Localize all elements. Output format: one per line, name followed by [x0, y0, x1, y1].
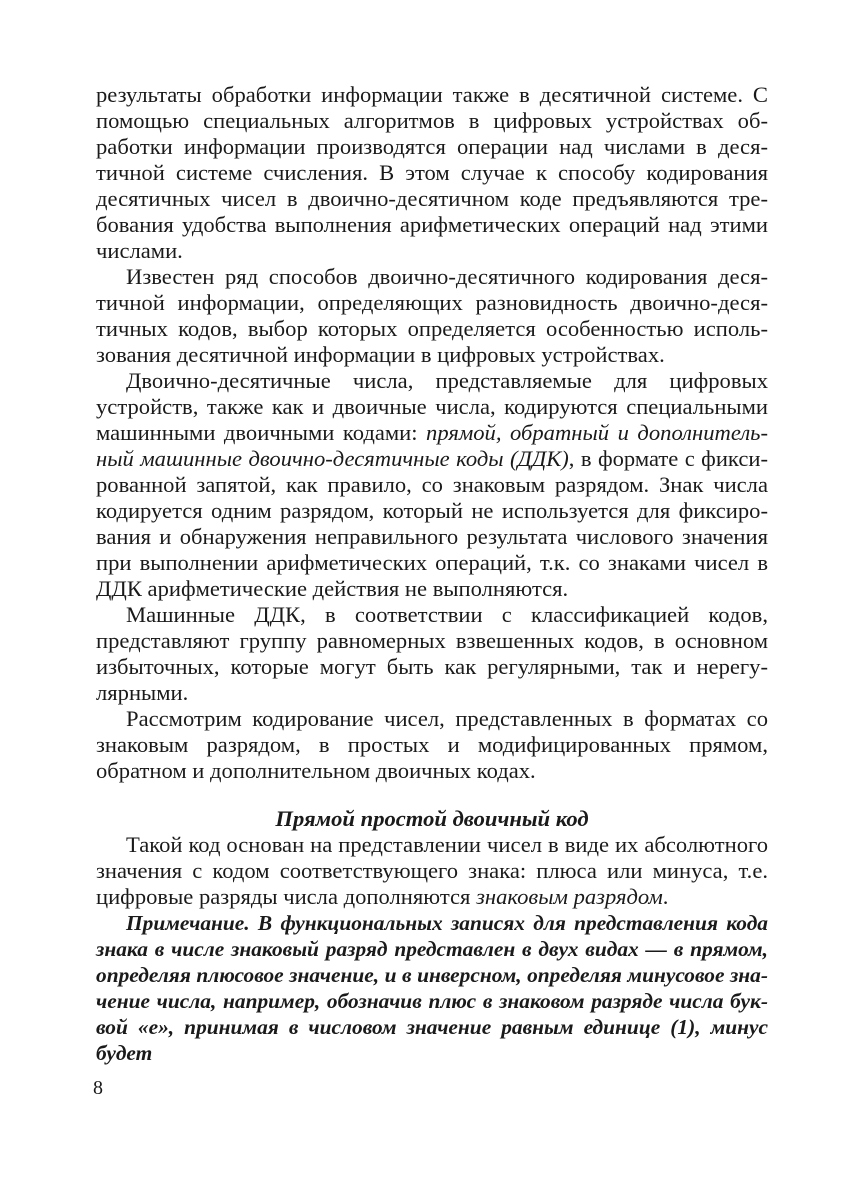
paragraph-6-italic-term: знаковым разрядом [476, 884, 663, 909]
paragraph-1: результаты обработки информации также в десятичной системе. С помощью специальных алгоритмов в цифровых устройствах обработки информации производятся операции над числами в десятичной системе счисления. В этом случае к способу кодирования десятичных чисел в двоично-десятичном коде предъявляются требования удобства выполнения арифметических операций над этими числами. [96, 82, 768, 263]
paragraph-3-text-c: , в формате с фиксированной запятой, как правило, со знаковым разрядом. Знак числа кодируется одним разрядом, который не используется для фиксирования и обнаружения неправильного результата числового значения при выполнении арифметических операций, т.к. со знаками чисел в ДДК арифметические действия не выполняются. [96, 446, 768, 601]
paragraph-3-text-a: Двоично-десятичные числа, представляемые для цифровых устройств, также как и двоичные числа, кодируются специальными машинными двоичными кодами: [96, 368, 768, 445]
note-paragraph: Примечание. В функциональных записях для представления кода знака в числе знаковый разряд представлен в двух видах — в прямом, определяя плюсовое значение, и в инверсном, определяя минусовое значение числа, например, обозначив плюс в знаковом разряде числа буквой «e», принимая в числовом значение равным единице (1), минус будет [96, 911, 768, 1065]
page-body [96, 82, 768, 1066]
paragraph-6-text-c: . [662, 884, 669, 909]
page-number: 8 [93, 1077, 103, 1099]
paragraph-2: Известен ряд способов двоично-десятичного кодирования десятичной информации, определяющих разновидность двоично-десятичных кодов, выбор которых определяется особенностью использования десятичной информации в цифровых устройствах. [96, 264, 768, 367]
paragraph-3-italic-term: прямой, обратный и дополнительный машинные двоично-десятичные коды (ДДК) [96, 420, 768, 471]
section-heading: Прямой простой двоичный код [275, 806, 589, 831]
paragraph-4: Машинные ДДК, в соответствии с классификацией кодов, представляют группу равномерных взвешенных кодов, в основном избыточных, которые могут быть как регулярными, так и нерегулярными. [96, 602, 768, 705]
paragraph-6-text-a: Такой код основан на представлении чисел в виде их абсолютного значения с кодом соответствующего знака: плюса или минуса, т.е. цифровые разряды числа дополняются [96, 832, 768, 909]
paragraph-6 [96, 832, 768, 910]
paragraph-3 [96, 368, 768, 602]
paragraph-5: Рассмотрим кодирование чисел, представленных в форматах со знаковым разрядом, в простых и модифицированных прямом, обратном и дополнительном двоичных кодах. [96, 706, 768, 783]
